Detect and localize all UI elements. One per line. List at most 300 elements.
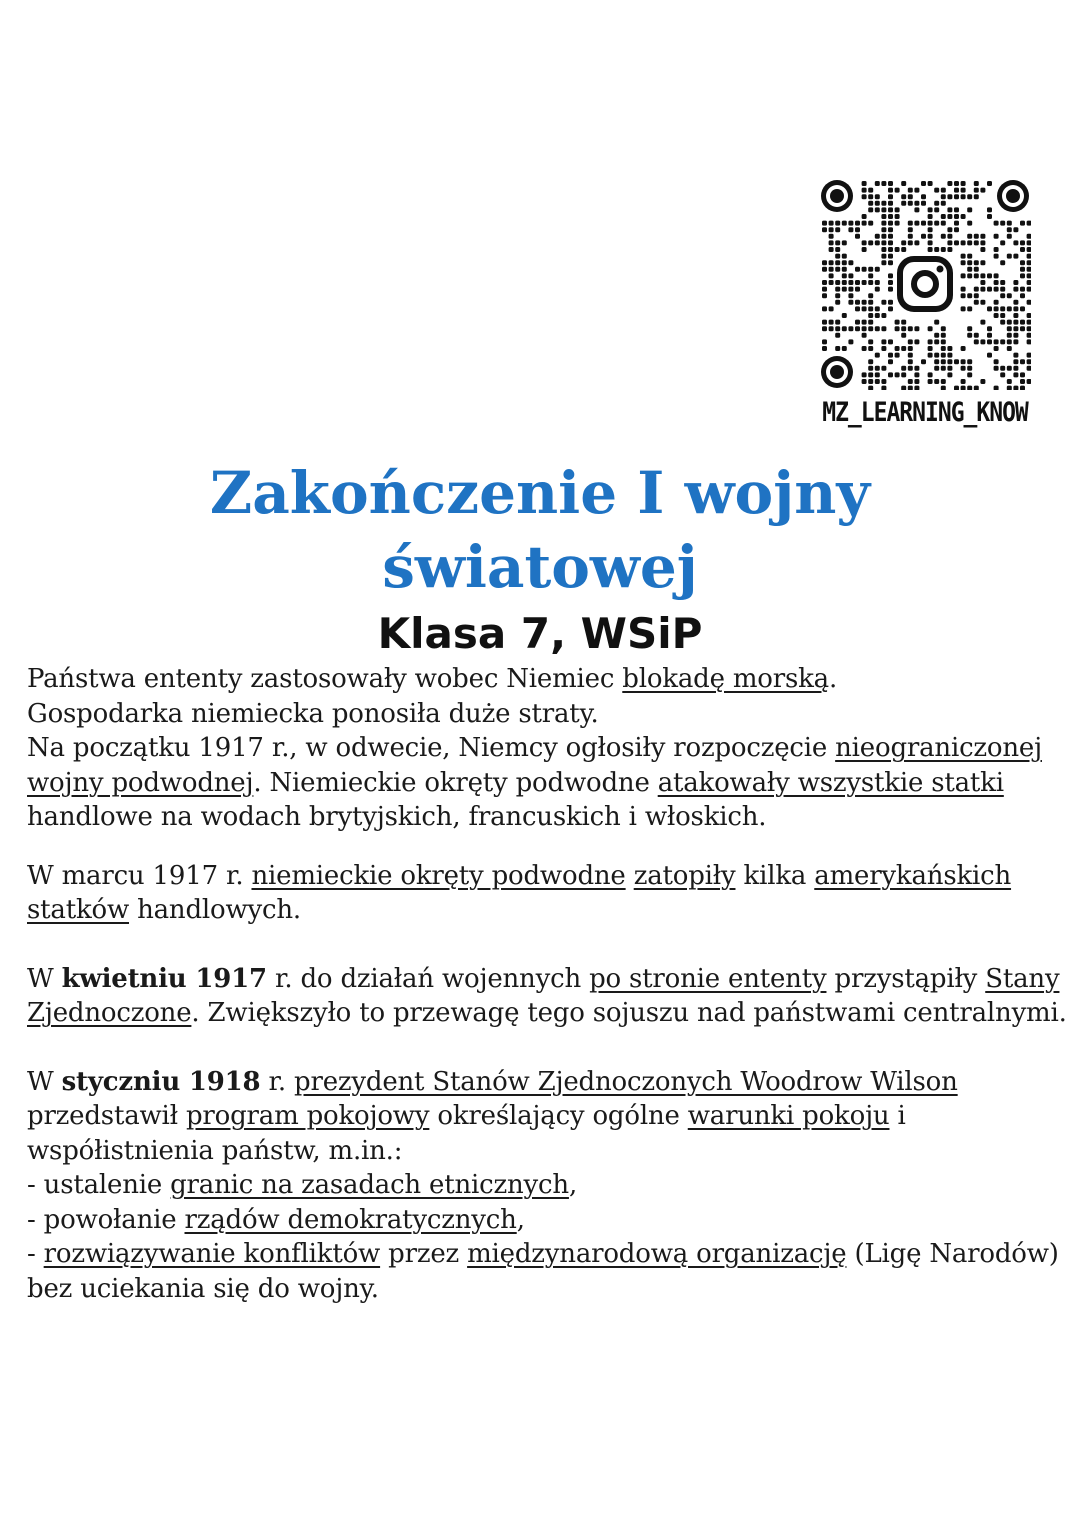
instagram-qr-block[interactable] bbox=[812, 178, 1038, 426]
qr-module bbox=[1020, 247, 1025, 252]
qr-module bbox=[835, 254, 840, 259]
underlined-term: rządów demokratycznych bbox=[184, 1204, 517, 1235]
qr-module bbox=[842, 273, 847, 278]
qr-module bbox=[901, 372, 906, 377]
qr-module bbox=[848, 280, 853, 285]
qr-module bbox=[1007, 386, 1012, 390]
qr-module bbox=[1027, 326, 1031, 331]
qr-module bbox=[934, 353, 939, 358]
qr-module bbox=[954, 214, 959, 219]
qr-module bbox=[987, 306, 992, 311]
qr-module bbox=[974, 194, 979, 199]
qr-module bbox=[881, 379, 886, 384]
qr-module bbox=[881, 366, 886, 371]
qr-module bbox=[1020, 240, 1025, 245]
qr-module bbox=[994, 280, 999, 285]
qr-module bbox=[947, 240, 952, 245]
text-run: przez bbox=[380, 1239, 468, 1269]
qr-module bbox=[947, 247, 952, 252]
qr-module bbox=[888, 273, 893, 278]
qr-module bbox=[921, 194, 926, 199]
qr-module bbox=[1000, 287, 1005, 292]
text-run: . bbox=[828, 664, 838, 694]
qr-module bbox=[928, 353, 933, 358]
qr-module bbox=[974, 181, 979, 186]
qr-module bbox=[868, 201, 873, 206]
qr-module bbox=[862, 214, 867, 219]
underlined-term: granic na zasadach etnicznych bbox=[170, 1170, 569, 1200]
qr-module bbox=[908, 326, 913, 331]
qr-module bbox=[1007, 234, 1012, 239]
qr-module bbox=[835, 240, 840, 245]
qr-module bbox=[1007, 293, 1012, 298]
qr-module bbox=[967, 221, 972, 226]
qr-module bbox=[928, 181, 933, 186]
qr-module bbox=[842, 267, 847, 272]
qr-module bbox=[908, 366, 913, 371]
qr-module bbox=[829, 306, 834, 311]
qr-module bbox=[1007, 346, 1012, 351]
qr-module bbox=[875, 267, 880, 272]
qr-module bbox=[875, 353, 880, 358]
qr-module bbox=[941, 214, 946, 219]
qr-module bbox=[888, 201, 893, 206]
qr-module bbox=[947, 234, 952, 239]
qr-module bbox=[941, 194, 946, 199]
underlined-term: amerykańskich statków bbox=[27, 860, 1012, 925]
qr-module bbox=[974, 234, 979, 239]
qr-module bbox=[1027, 287, 1031, 292]
qr-module bbox=[901, 326, 906, 331]
qr-module bbox=[974, 339, 979, 344]
qr-module bbox=[914, 326, 919, 331]
text-run: , bbox=[516, 1204, 525, 1235]
qr-module bbox=[855, 227, 860, 232]
qr-module bbox=[855, 287, 860, 292]
qr-module bbox=[934, 379, 939, 384]
qr-module bbox=[895, 214, 900, 219]
qr-module bbox=[908, 346, 913, 351]
qr-module bbox=[994, 306, 999, 311]
qr-module bbox=[954, 207, 959, 212]
qr-module bbox=[980, 280, 985, 285]
qr-module bbox=[974, 287, 979, 292]
qr-module bbox=[888, 306, 893, 311]
qr-module bbox=[987, 287, 992, 292]
qr-module bbox=[842, 260, 847, 265]
text-run: W bbox=[27, 963, 62, 994]
qr-module bbox=[848, 260, 853, 265]
page-title bbox=[0, 456, 1080, 604]
qr-module bbox=[1013, 386, 1018, 390]
qr-module bbox=[881, 300, 886, 305]
qr-module bbox=[954, 359, 959, 364]
qr-module bbox=[914, 188, 919, 193]
qr-module bbox=[835, 287, 840, 292]
qr-module bbox=[835, 221, 840, 226]
bold-date: kwietniu 1917 bbox=[61, 963, 267, 994]
qr-module bbox=[941, 366, 946, 371]
qr-module bbox=[822, 306, 827, 311]
qr-module bbox=[888, 221, 893, 226]
qr-module bbox=[1020, 293, 1025, 298]
qr-module bbox=[875, 234, 880, 239]
qr-module bbox=[914, 201, 919, 206]
qr-module bbox=[941, 353, 946, 358]
text-run: handlowe na wodach brytyjskich, francuskich i włoskich. bbox=[27, 802, 767, 832]
qr-module bbox=[974, 300, 979, 305]
qr-module bbox=[1013, 372, 1018, 377]
qr-finder-bottom-left bbox=[821, 356, 853, 388]
qr-module bbox=[1020, 320, 1025, 325]
qr-module bbox=[947, 366, 952, 371]
qr-module bbox=[901, 320, 906, 325]
qr-module bbox=[1020, 306, 1025, 311]
qr-module bbox=[921, 181, 926, 186]
qr-module bbox=[862, 240, 867, 245]
qr-module bbox=[842, 280, 847, 285]
underlined-term: zatopiły bbox=[633, 860, 736, 891]
qr-module bbox=[987, 353, 992, 358]
bold-date: styczniu 1918 bbox=[61, 1066, 261, 1097]
qr-module bbox=[954, 188, 959, 193]
qr-module bbox=[928, 379, 933, 384]
qr-code[interactable] bbox=[819, 178, 1031, 390]
qr-module bbox=[881, 234, 886, 239]
qr-module bbox=[961, 260, 966, 265]
qr-module bbox=[868, 386, 873, 390]
qr-module bbox=[1000, 293, 1005, 298]
qr-module bbox=[901, 333, 906, 338]
qr-module bbox=[994, 366, 999, 371]
qr-module bbox=[848, 287, 853, 292]
text-run: (Ligę Narodów) bez uciekania się do wojny. bbox=[27, 1239, 1059, 1304]
qr-module bbox=[908, 359, 913, 364]
qr-module bbox=[954, 386, 959, 390]
qr-module bbox=[1013, 306, 1018, 311]
qr-module bbox=[868, 221, 873, 226]
qr-module bbox=[961, 188, 966, 193]
qr-module bbox=[961, 273, 966, 278]
qr-module bbox=[875, 366, 880, 371]
qr-module bbox=[947, 227, 952, 232]
qr-module bbox=[835, 333, 840, 338]
qr-module bbox=[895, 346, 900, 351]
text-run: Państwa ententy zastosowały wobec Niemiec bbox=[27, 664, 623, 694]
instagram-handle: MZ_LEARNING_KNOW bbox=[822, 398, 1028, 428]
qr-module bbox=[881, 326, 886, 331]
qr-module bbox=[829, 247, 834, 252]
qr-module bbox=[928, 227, 933, 232]
qr-module bbox=[855, 280, 860, 285]
qr-module bbox=[1000, 221, 1005, 226]
qr-module bbox=[862, 346, 867, 351]
qr-module bbox=[987, 326, 992, 331]
qr-module bbox=[881, 240, 886, 245]
qr-module bbox=[1000, 306, 1005, 311]
qr-module bbox=[941, 359, 946, 364]
qr-module bbox=[868, 280, 873, 285]
qr-module bbox=[934, 333, 939, 338]
text-run: przedstawił bbox=[27, 1101, 186, 1131]
qr-module bbox=[934, 359, 939, 364]
qr-module bbox=[974, 386, 979, 390]
qr-module bbox=[868, 188, 873, 193]
qr-module bbox=[1020, 267, 1025, 272]
qr-module bbox=[967, 207, 972, 212]
qr-module bbox=[822, 221, 827, 226]
qr-module bbox=[1020, 386, 1025, 390]
qr-module bbox=[1020, 260, 1025, 265]
qr-module bbox=[967, 372, 972, 377]
qr-module bbox=[1013, 300, 1018, 305]
qr-module bbox=[888, 207, 893, 212]
qr-module bbox=[881, 260, 886, 265]
text-run: handlowych. bbox=[129, 895, 301, 925]
qr-module bbox=[842, 240, 847, 245]
qr-module bbox=[835, 346, 840, 351]
qr-module bbox=[967, 326, 972, 331]
qr-module bbox=[1013, 287, 1018, 292]
qr-module bbox=[855, 234, 860, 239]
instagram-icon bbox=[895, 254, 955, 314]
qr-module bbox=[855, 221, 860, 226]
qr-module bbox=[1027, 333, 1031, 338]
qr-module bbox=[928, 221, 933, 226]
qr-module bbox=[895, 188, 900, 193]
qr-module bbox=[862, 267, 867, 272]
qr-module bbox=[822, 339, 827, 344]
paragraph-march-1917 bbox=[27, 859, 1072, 928]
qr-module bbox=[842, 254, 847, 259]
qr-module bbox=[967, 306, 972, 311]
qr-module bbox=[1020, 287, 1025, 292]
qr-module bbox=[829, 234, 834, 239]
qr-module bbox=[888, 353, 893, 358]
qr-module bbox=[908, 386, 913, 390]
qr-module bbox=[987, 214, 992, 219]
qr-module bbox=[888, 254, 893, 259]
qr-module bbox=[961, 359, 966, 364]
qr-module bbox=[1013, 353, 1018, 358]
qr-module bbox=[1013, 320, 1018, 325]
qr-module bbox=[875, 181, 880, 186]
qr-module bbox=[921, 201, 926, 206]
qr-module bbox=[934, 201, 939, 206]
qr-module bbox=[908, 227, 913, 232]
qr-module bbox=[967, 194, 972, 199]
qr-module bbox=[875, 194, 880, 199]
qr-module bbox=[994, 287, 999, 292]
list-item-prefix: - bbox=[27, 1239, 44, 1269]
text-run: Gospodarka niemiecka ponosiła duże straty. bbox=[27, 698, 599, 729]
list-item-prefix: - ustalenie bbox=[27, 1170, 171, 1200]
qr-module bbox=[862, 221, 867, 226]
qr-module bbox=[1027, 221, 1031, 226]
qr-module bbox=[961, 254, 966, 259]
qr-module bbox=[875, 280, 880, 285]
text-run: W marcu 1917 r. bbox=[27, 860, 252, 891]
qr-module bbox=[908, 194, 913, 199]
qr-module bbox=[868, 313, 873, 318]
qr-module bbox=[954, 194, 959, 199]
qr-module bbox=[1007, 366, 1012, 371]
qr-module bbox=[1007, 221, 1012, 226]
qr-module bbox=[921, 234, 926, 239]
qr-module bbox=[862, 379, 867, 384]
underlined-term: warunki pokoju bbox=[687, 1101, 890, 1131]
qr-module bbox=[895, 221, 900, 226]
qr-module bbox=[835, 326, 840, 331]
paragraph-naval-blockade bbox=[27, 662, 1072, 835]
qr-module bbox=[1013, 366, 1018, 371]
qr-module bbox=[967, 267, 972, 272]
qr-module bbox=[901, 201, 906, 206]
qr-module bbox=[1000, 280, 1005, 285]
qr-module bbox=[914, 366, 919, 371]
qr-module bbox=[881, 247, 886, 252]
qr-module bbox=[1027, 379, 1031, 384]
qr-module bbox=[868, 326, 873, 331]
qr-module bbox=[1013, 339, 1018, 344]
qr-module bbox=[835, 267, 840, 272]
qr-module bbox=[934, 366, 939, 371]
qr-module bbox=[835, 300, 840, 305]
qr-module bbox=[888, 240, 893, 245]
underlined-term: atakowały wszystkie statki bbox=[657, 767, 1004, 798]
qr-module bbox=[1013, 280, 1018, 285]
qr-module bbox=[848, 326, 853, 331]
qr-module bbox=[901, 247, 906, 252]
qr-module bbox=[888, 227, 893, 232]
document-body bbox=[27, 662, 1072, 1306]
qr-module bbox=[822, 287, 827, 292]
qr-module bbox=[881, 181, 886, 186]
qr-module bbox=[855, 306, 860, 311]
qr-module bbox=[1027, 366, 1031, 371]
qr-module bbox=[875, 372, 880, 377]
text-run: . Niemieckie okręty podwodne bbox=[253, 767, 658, 798]
qr-module bbox=[881, 313, 886, 318]
qr-module bbox=[1007, 379, 1012, 384]
qr-module bbox=[881, 254, 886, 259]
qr-module bbox=[895, 320, 900, 325]
qr-module bbox=[941, 379, 946, 384]
qr-module bbox=[961, 366, 966, 371]
qr-module bbox=[1027, 300, 1031, 305]
text-run: określający ogólne bbox=[429, 1101, 688, 1131]
qr-module bbox=[855, 300, 860, 305]
qr-module bbox=[961, 214, 966, 219]
qr-module bbox=[928, 326, 933, 331]
qr-module bbox=[954, 181, 959, 186]
qr-module bbox=[829, 221, 834, 226]
qr-module bbox=[941, 339, 946, 344]
qr-module bbox=[1007, 320, 1012, 325]
qr-module bbox=[835, 280, 840, 285]
qr-module bbox=[961, 379, 966, 384]
qr-module bbox=[842, 221, 847, 226]
qr-module bbox=[961, 293, 966, 298]
qr-module bbox=[980, 260, 985, 265]
qr-module bbox=[875, 201, 880, 206]
qr-module bbox=[829, 227, 834, 232]
qr-module bbox=[954, 227, 959, 232]
qr-module bbox=[888, 188, 893, 193]
qr-module bbox=[868, 194, 873, 199]
qr-module bbox=[941, 326, 946, 331]
qr-module bbox=[994, 346, 999, 351]
qr-module bbox=[947, 214, 952, 219]
qr-module bbox=[1027, 247, 1031, 252]
qr-module bbox=[954, 240, 959, 245]
qr-module bbox=[868, 293, 873, 298]
qr-module bbox=[868, 240, 873, 245]
qr-module bbox=[895, 326, 900, 331]
qr-module bbox=[980, 339, 985, 344]
qr-module bbox=[980, 300, 985, 305]
qr-module bbox=[1013, 254, 1018, 259]
title-line-1: Zakończenie I wojny bbox=[209, 459, 871, 527]
qr-module bbox=[928, 346, 933, 351]
qr-module bbox=[862, 194, 867, 199]
qr-module bbox=[987, 207, 992, 212]
qr-module bbox=[901, 194, 906, 199]
text-run: przystąpiły bbox=[826, 963, 986, 994]
qr-module bbox=[934, 247, 939, 252]
qr-module bbox=[875, 326, 880, 331]
qr-module bbox=[908, 353, 913, 358]
qr-module bbox=[908, 188, 913, 193]
qr-module bbox=[1027, 254, 1031, 259]
qr-module bbox=[914, 386, 919, 390]
qr-module bbox=[974, 267, 979, 272]
qr-module bbox=[980, 247, 985, 252]
qr-module bbox=[901, 366, 906, 371]
qr-module bbox=[947, 372, 952, 377]
qr-module bbox=[1007, 326, 1012, 331]
qr-module bbox=[1027, 280, 1031, 285]
qr-module bbox=[980, 188, 985, 193]
qr-module bbox=[934, 188, 939, 193]
qr-module bbox=[1013, 240, 1018, 245]
qr-module bbox=[901, 386, 906, 390]
qr-module bbox=[994, 339, 999, 344]
qr-module bbox=[921, 359, 926, 364]
qr-module bbox=[1007, 339, 1012, 344]
qr-module bbox=[1000, 313, 1005, 318]
qr-module bbox=[980, 273, 985, 278]
qr-module bbox=[928, 234, 933, 239]
qr-module bbox=[961, 181, 966, 186]
qr-module bbox=[980, 234, 985, 239]
qr-module bbox=[862, 372, 867, 377]
qr-module bbox=[967, 273, 972, 278]
underlined-term: blokadę morską bbox=[622, 664, 829, 694]
underlined-term: prezydent Stanów Zjednoczonych Woodrow Wilson bbox=[294, 1066, 958, 1097]
qr-module bbox=[822, 260, 827, 265]
qr-module bbox=[987, 273, 992, 278]
qr-module bbox=[908, 234, 913, 239]
qr-module bbox=[1020, 221, 1025, 226]
qr-module bbox=[1007, 227, 1012, 232]
qr-module bbox=[822, 293, 827, 298]
underlined-term: po stronie ententy bbox=[589, 963, 827, 994]
text-run: i współistnienia państw, m.in.: bbox=[27, 1101, 906, 1166]
qr-module bbox=[974, 273, 979, 278]
qr-module bbox=[862, 280, 867, 285]
qr-module bbox=[1020, 372, 1025, 377]
